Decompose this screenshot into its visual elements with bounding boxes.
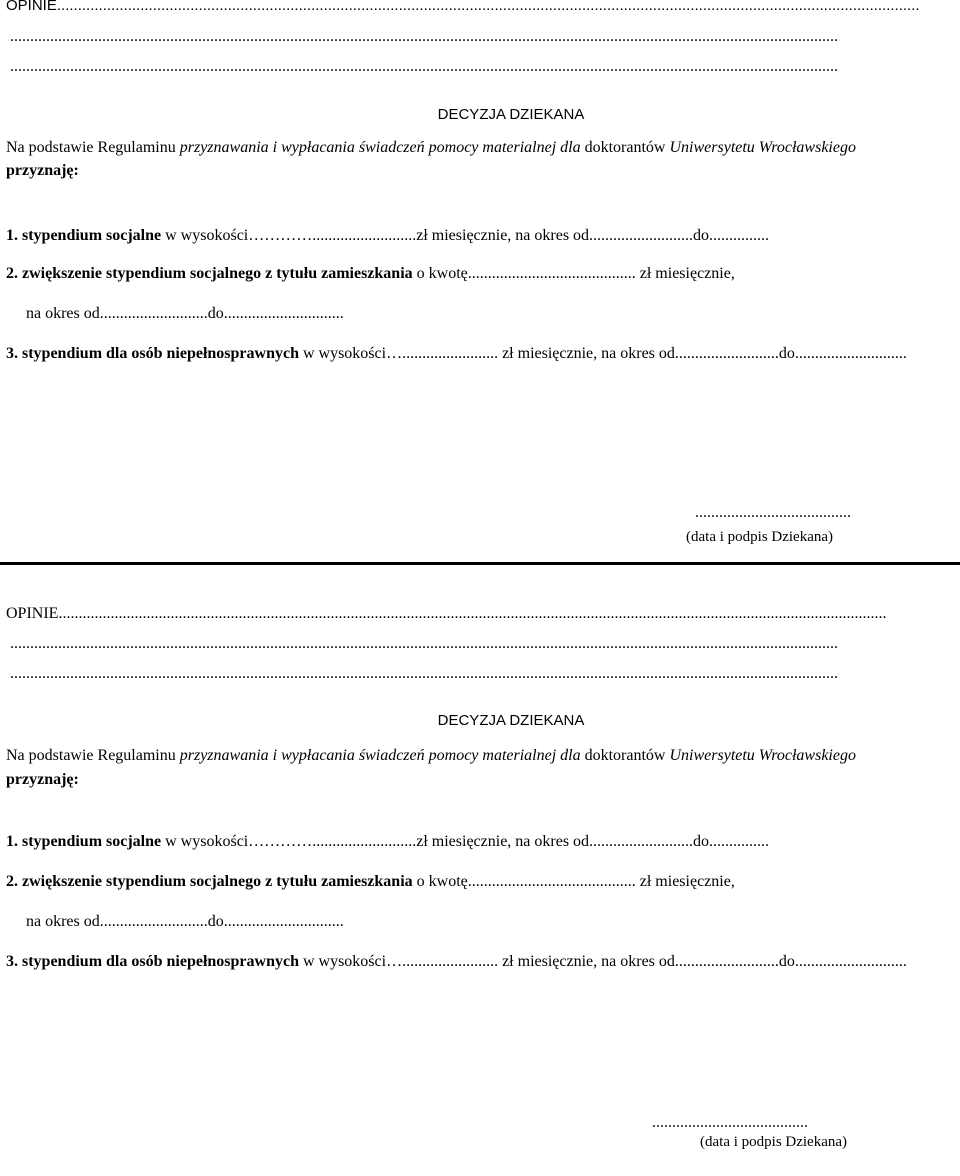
item-social-scholarship xyxy=(6,833,769,851)
intro-text: Na podstawie Regulaminu xyxy=(6,139,180,156)
opinion-label: OPINIE xyxy=(6,0,57,14)
opinion-dots-line: ............................................................................................................................................................................................................... xyxy=(10,58,838,75)
intro-paragraph xyxy=(6,747,856,765)
item-text: w wysokości…........................ zł miesięcznie, na okres od..........................do............................ xyxy=(298,953,907,970)
item-disability-scholarship xyxy=(6,953,907,971)
intro-italic-text: Uniwersytetu Wrocławskiego xyxy=(669,747,856,764)
item-text: w wysokości…………..........................zł miesięcznie, na okres od..........................do............... xyxy=(161,227,770,244)
intro-text: Na podstawie Regulaminu xyxy=(6,747,180,764)
grant-label: przyznaję: xyxy=(6,162,79,179)
item-label: 2. zwiększenie stypendium socjalnego z tytułu zamieszkania xyxy=(6,873,413,890)
item-text: w wysokości…………..........................zł miesięcznie, na okres od..........................do............... xyxy=(161,833,770,850)
item-label: 1. stypendium socjalne xyxy=(6,833,162,850)
intro-italic-text: przyznawania i wypłacania świadczeń pomocy materialnej dla xyxy=(179,747,581,764)
opinion-dots: ............................................................................................................................................................................................................... xyxy=(58,605,887,622)
decision-title: DECYZJA DZIEKANA xyxy=(437,106,585,123)
intro-paragraph xyxy=(6,139,856,157)
opinion-line xyxy=(6,605,946,623)
signature-dots: ....................................... xyxy=(695,504,851,521)
decision-title: DECYZJA DZIEKANA xyxy=(437,712,585,729)
grant-label: przyznaję: xyxy=(6,771,79,788)
item-housing-period: na okres od...........................do.............................. xyxy=(26,305,344,322)
item-housing-period: na okres od...........................do.............................. xyxy=(26,913,344,930)
opinion-dots-line: ............................................................................................................................................................................................................... xyxy=(10,635,838,652)
signature-caption: (data i podpis Dziekana) xyxy=(686,529,834,545)
opinion-dots-line: ............................................................................................................................................................................................................... xyxy=(10,665,838,682)
section-divider xyxy=(0,562,960,565)
item-label: 1. stypendium socjalne xyxy=(6,227,162,244)
signature-caption: (data i podpis Dziekana) xyxy=(700,1134,848,1150)
item-housing-increase xyxy=(6,265,735,283)
signature-dots: ....................................... xyxy=(652,1114,808,1131)
opinion-dots: ............................................................................................................................................................................................................... xyxy=(56,0,920,14)
item-housing-increase xyxy=(6,873,735,891)
item-label: 2. zwiększenie stypendium socjalnego z tytułu zamieszkania xyxy=(6,265,413,282)
item-disability-scholarship xyxy=(6,345,907,363)
intro-italic-text: Uniwersytetu Wrocławskiego xyxy=(669,139,856,156)
item-social-scholarship xyxy=(6,227,769,245)
opinion-label: OPINIE xyxy=(6,605,59,622)
intro-text: doktorantów xyxy=(580,139,670,156)
item-label: 3. stypendium dla osób niepełnosprawnych xyxy=(6,953,299,970)
item-text: o kwotę.......................................... zł miesięcznie, xyxy=(412,873,735,890)
item-text: w wysokości…........................ zł miesięcznie, na okres od..........................do............................ xyxy=(298,345,907,362)
item-label: 3. stypendium dla osób niepełnosprawnych xyxy=(6,345,299,362)
opinion-line xyxy=(6,0,946,15)
opinion-dots-line: ............................................................................................................................................................................................................... xyxy=(10,28,838,45)
item-text: o kwotę.......................................... zł miesięcznie, xyxy=(412,265,735,282)
intro-text: doktorantów xyxy=(580,747,670,764)
intro-italic-text: przyznawania i wypłacania świadczeń pomocy materialnej dla xyxy=(179,139,581,156)
